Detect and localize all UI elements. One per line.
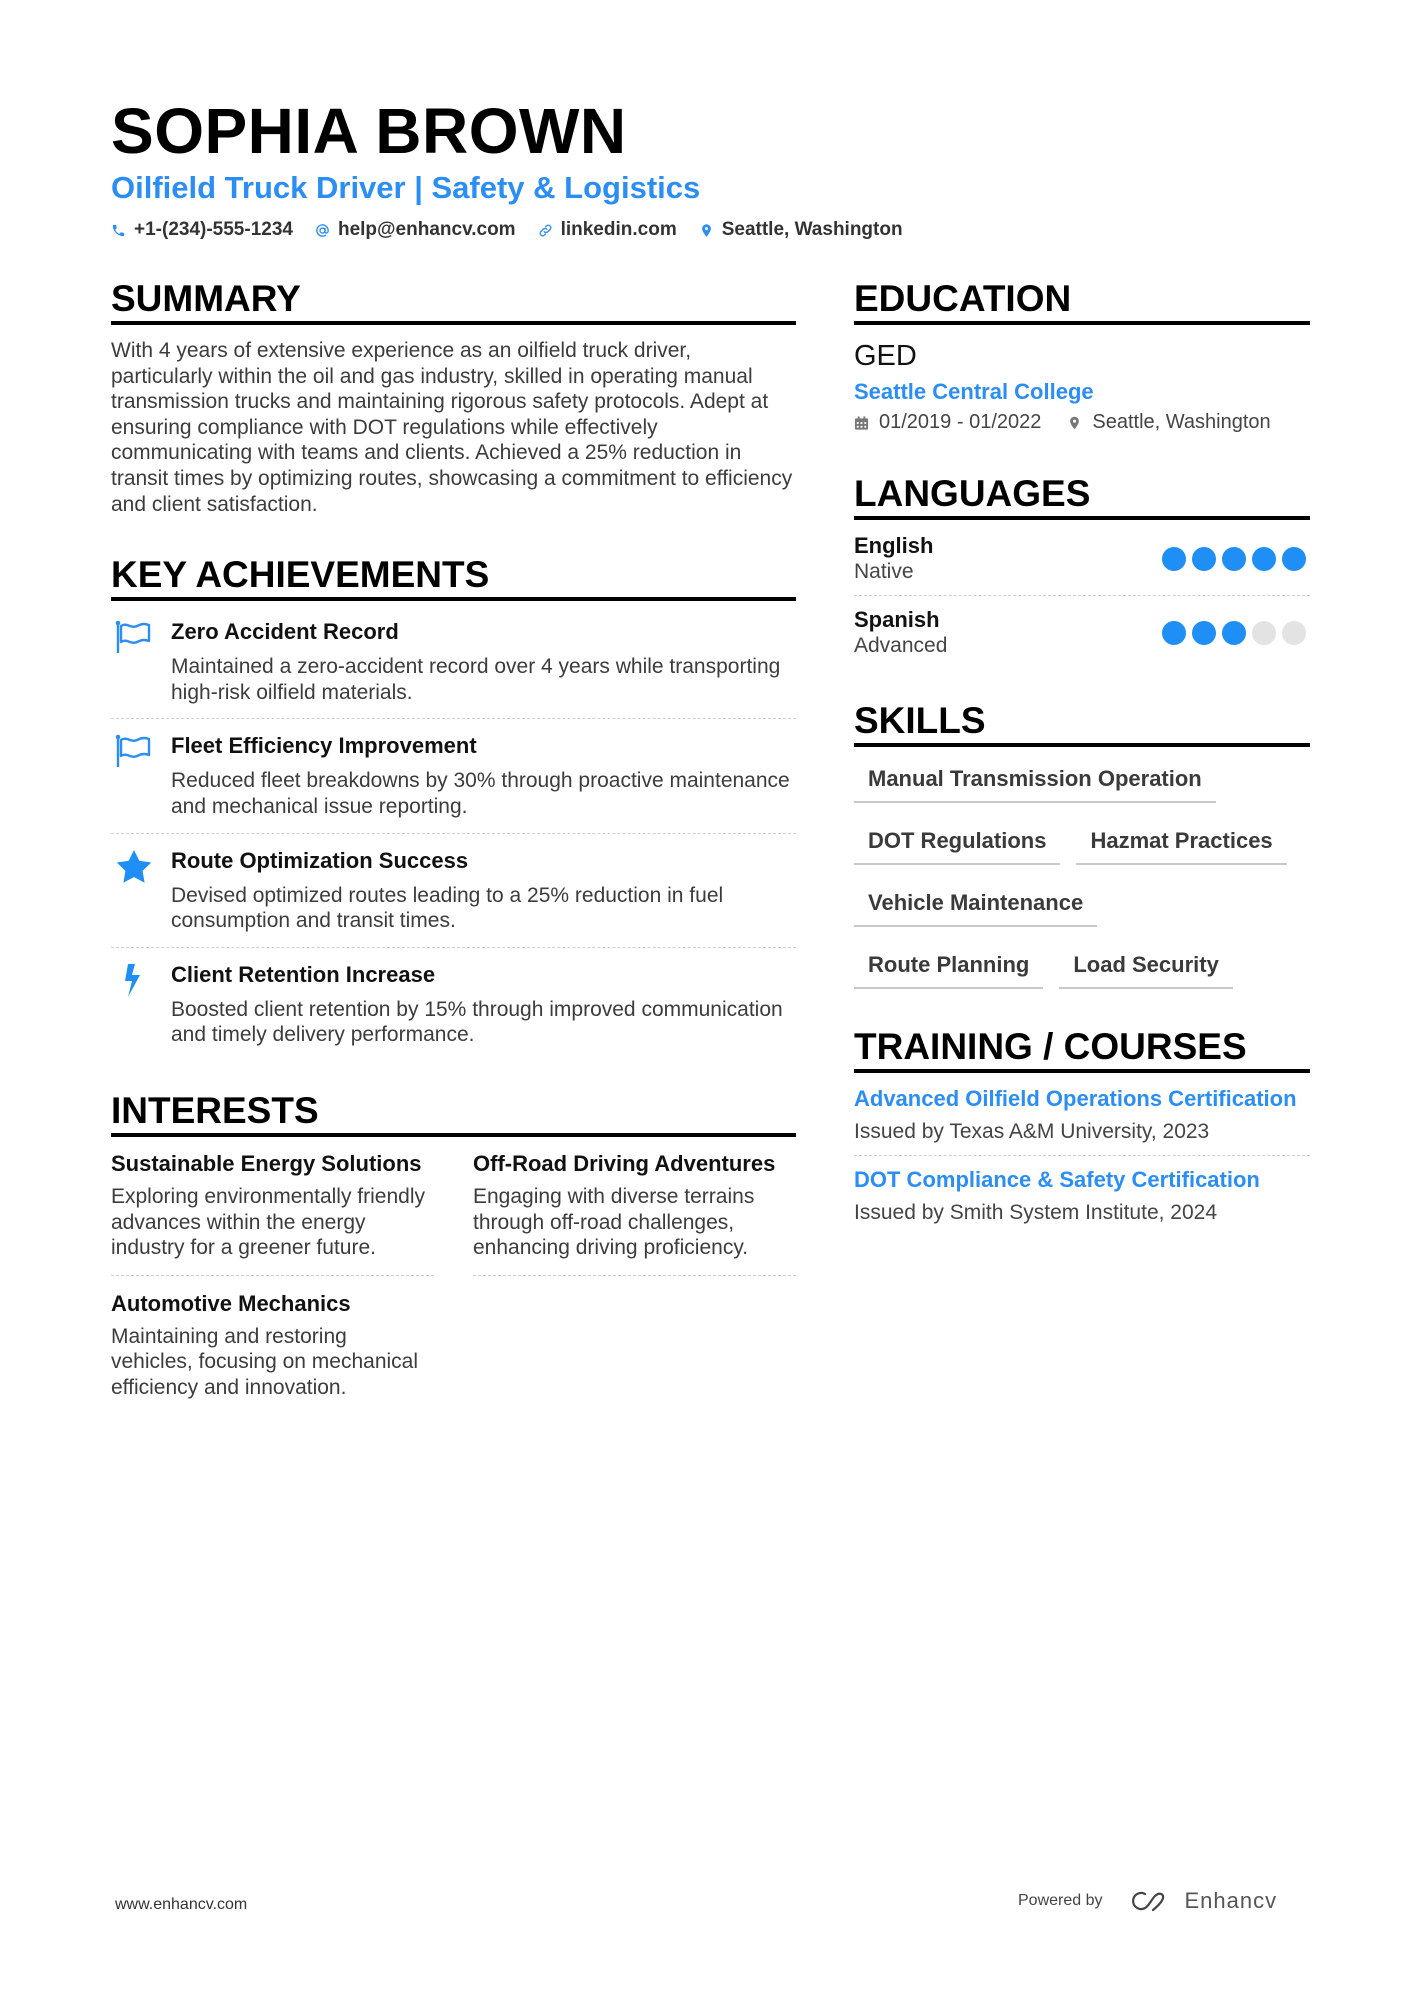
interest-title: Sustainable Energy Solutions	[111, 1150, 422, 1176]
flag-icon	[115, 620, 153, 654]
summary-section	[111, 277, 796, 517]
education-dates: 01/2019 - 01/2022	[879, 411, 1042, 433]
rating-dot-filled	[1192, 547, 1216, 571]
interest-desc: Maintaining and restoring vehicles, focusing on mechanical efficiency and innovation.	[111, 1324, 419, 1399]
interest-title: Off-Road Driving Adventures	[473, 1150, 776, 1176]
skill-tag: Vehicle Maintenance	[854, 881, 1097, 927]
linkedin-text: linkedin.com	[560, 219, 677, 240]
achievement-item	[111, 605, 796, 719]
language-level: Advanced	[854, 634, 948, 657]
rating-dot-filled	[1222, 547, 1246, 571]
location-pin-icon	[699, 223, 714, 238]
achievement-desc: Maintained a zero-accident record over 4 years while transporting high-risk oilfield materials.	[171, 655, 781, 704]
summary-heading: SUMMARY	[111, 277, 796, 325]
interest-item	[111, 1290, 434, 1415]
phone-icon	[111, 223, 126, 238]
skill-tag: Load Security	[1059, 943, 1232, 989]
languages-heading: LANGUAGES	[854, 472, 1310, 520]
skills-section	[854, 699, 1310, 1005]
achievement-desc: Boosted client retention by 15% through improved communication and timely delivery performance.	[171, 997, 783, 1047]
language-level: Native	[854, 560, 914, 583]
phone-text: +1-(234)-555-1234	[134, 219, 293, 240]
training-section	[854, 1025, 1310, 1236]
star-icon	[115, 849, 153, 883]
skill-tag: Route Planning	[854, 943, 1043, 989]
rating-dot-filled	[1282, 547, 1306, 571]
course-item	[854, 1075, 1310, 1156]
contact-bar	[111, 219, 1311, 241]
rating-dot-filled	[1162, 547, 1186, 571]
contact-phone[interactable]	[111, 219, 293, 241]
achievement-item	[111, 948, 796, 1061]
contact-linkedin[interactable]	[538, 219, 677, 241]
rating-dot-empty	[1252, 621, 1276, 645]
course-title[interactable]: Advanced Oilfield Operations Certification	[854, 1086, 1297, 1111]
achievement-desc: Reduced fleet breakdowns by 30% through proactive maintenance and mechanical issue reporting.	[171, 769, 790, 818]
interests-heading: INTERESTS	[111, 1089, 796, 1137]
rating-dot-filled	[1162, 621, 1186, 645]
calendar-icon	[854, 415, 869, 431]
course-issuer: Issued by Smith System Institute, 2024	[854, 1201, 1218, 1224]
rating-dot-filled	[1192, 621, 1216, 645]
interest-item	[473, 1150, 796, 1276]
skill-tag: Hazmat Practices	[1076, 819, 1286, 865]
achievement-title: Zero Accident Record	[171, 619, 399, 645]
left-column	[111, 277, 796, 1464]
powered-by-label: Powered by	[1018, 1892, 1103, 1909]
education-degree: GED	[854, 340, 917, 372]
resume-header	[111, 96, 1311, 241]
language-name: English	[854, 533, 934, 558]
language-rating	[1156, 547, 1310, 571]
interest-title: Automotive Mechanics	[111, 1290, 351, 1316]
location-pin-icon	[1067, 415, 1082, 431]
achievement-item	[111, 834, 796, 948]
education-section	[854, 277, 1310, 434]
skill-tag: Manual Transmission Operation	[854, 757, 1216, 803]
at-icon	[315, 223, 330, 238]
summary-text: With 4 years of extensive experience as an oilfield truck driver, particularly within the oil and gas industry, skilled in operating manual transmission trucks and maintaining rigorous safety protocols. Adept at ensuring compliance with DOT regulations while effectively communicating with teams and clients. Achieved a 25% reduction in transit times by optimizing routes, showcasing a commitment to efficiency and client satisfaction.	[111, 339, 793, 516]
achievement-item	[111, 719, 796, 833]
language-name: Spanish	[854, 607, 940, 632]
contact-email[interactable]	[315, 219, 516, 241]
email-text: help@enhancv.com	[337, 219, 516, 240]
language-item	[854, 596, 1310, 669]
language-rating	[1156, 621, 1310, 645]
achievement-desc: Devised optimized routes leading to a 25% reduction in fuel consumption and transit times.	[171, 883, 724, 933]
skill-tag: DOT Regulations	[854, 819, 1060, 865]
rating-dot-filled	[1222, 621, 1246, 645]
enhancv-logo-icon	[1129, 1888, 1175, 1914]
flag-icon	[115, 734, 153, 768]
candidate-name: SOPHIA BROWN	[111, 95, 627, 167]
link-icon	[538, 223, 553, 238]
enhancv-brand: Enhancv	[1184, 1888, 1278, 1913]
achievements-heading: KEY ACHIEVEMENTS	[111, 553, 796, 601]
contact-location	[699, 219, 903, 241]
interest-desc: Exploring environmentally friendly advances within the energy industry for a greener future.	[111, 1184, 425, 1260]
education-location: Seattle, Washington	[1092, 411, 1271, 433]
footer-website[interactable]: www.enhancv.com	[115, 1896, 248, 1913]
right-column	[854, 277, 1310, 1272]
course-item	[854, 1156, 1310, 1236]
education-school[interactable]: Seattle Central College	[854, 379, 1094, 404]
education-heading: EDUCATION	[854, 277, 1310, 325]
rating-dot-filled	[1252, 547, 1276, 571]
footer-powered-by[interactable]	[1018, 1888, 1277, 1914]
course-title[interactable]: DOT Compliance & Safety Certification	[854, 1167, 1260, 1192]
location-text: Seattle, Washington	[721, 219, 903, 240]
interest-desc: Engaging with diverse terrains through off-road challenges, enhancing driving proficiency.	[473, 1184, 755, 1260]
course-issuer: Issued by Texas A&M University, 2023	[854, 1120, 1210, 1143]
achievement-title: Client Retention Increase	[171, 961, 436, 987]
rating-dot-empty	[1282, 621, 1306, 645]
education-meta	[854, 411, 1310, 434]
achievement-title: Fleet Efficiency Improvement	[171, 733, 477, 759]
achievement-title: Route Optimization Success	[171, 847, 469, 873]
training-heading: TRAINING / COURSES	[854, 1025, 1310, 1073]
interests-section	[111, 1089, 796, 1429]
achievements-section	[111, 553, 796, 1061]
lightning-icon	[115, 963, 153, 997]
language-item	[854, 522, 1310, 596]
languages-section	[854, 472, 1310, 669]
candidate-title: Oilfield Truck Driver | Safety & Logistics	[111, 170, 701, 205]
interest-item	[111, 1150, 434, 1276]
skills-heading: SKILLS	[854, 699, 1310, 747]
